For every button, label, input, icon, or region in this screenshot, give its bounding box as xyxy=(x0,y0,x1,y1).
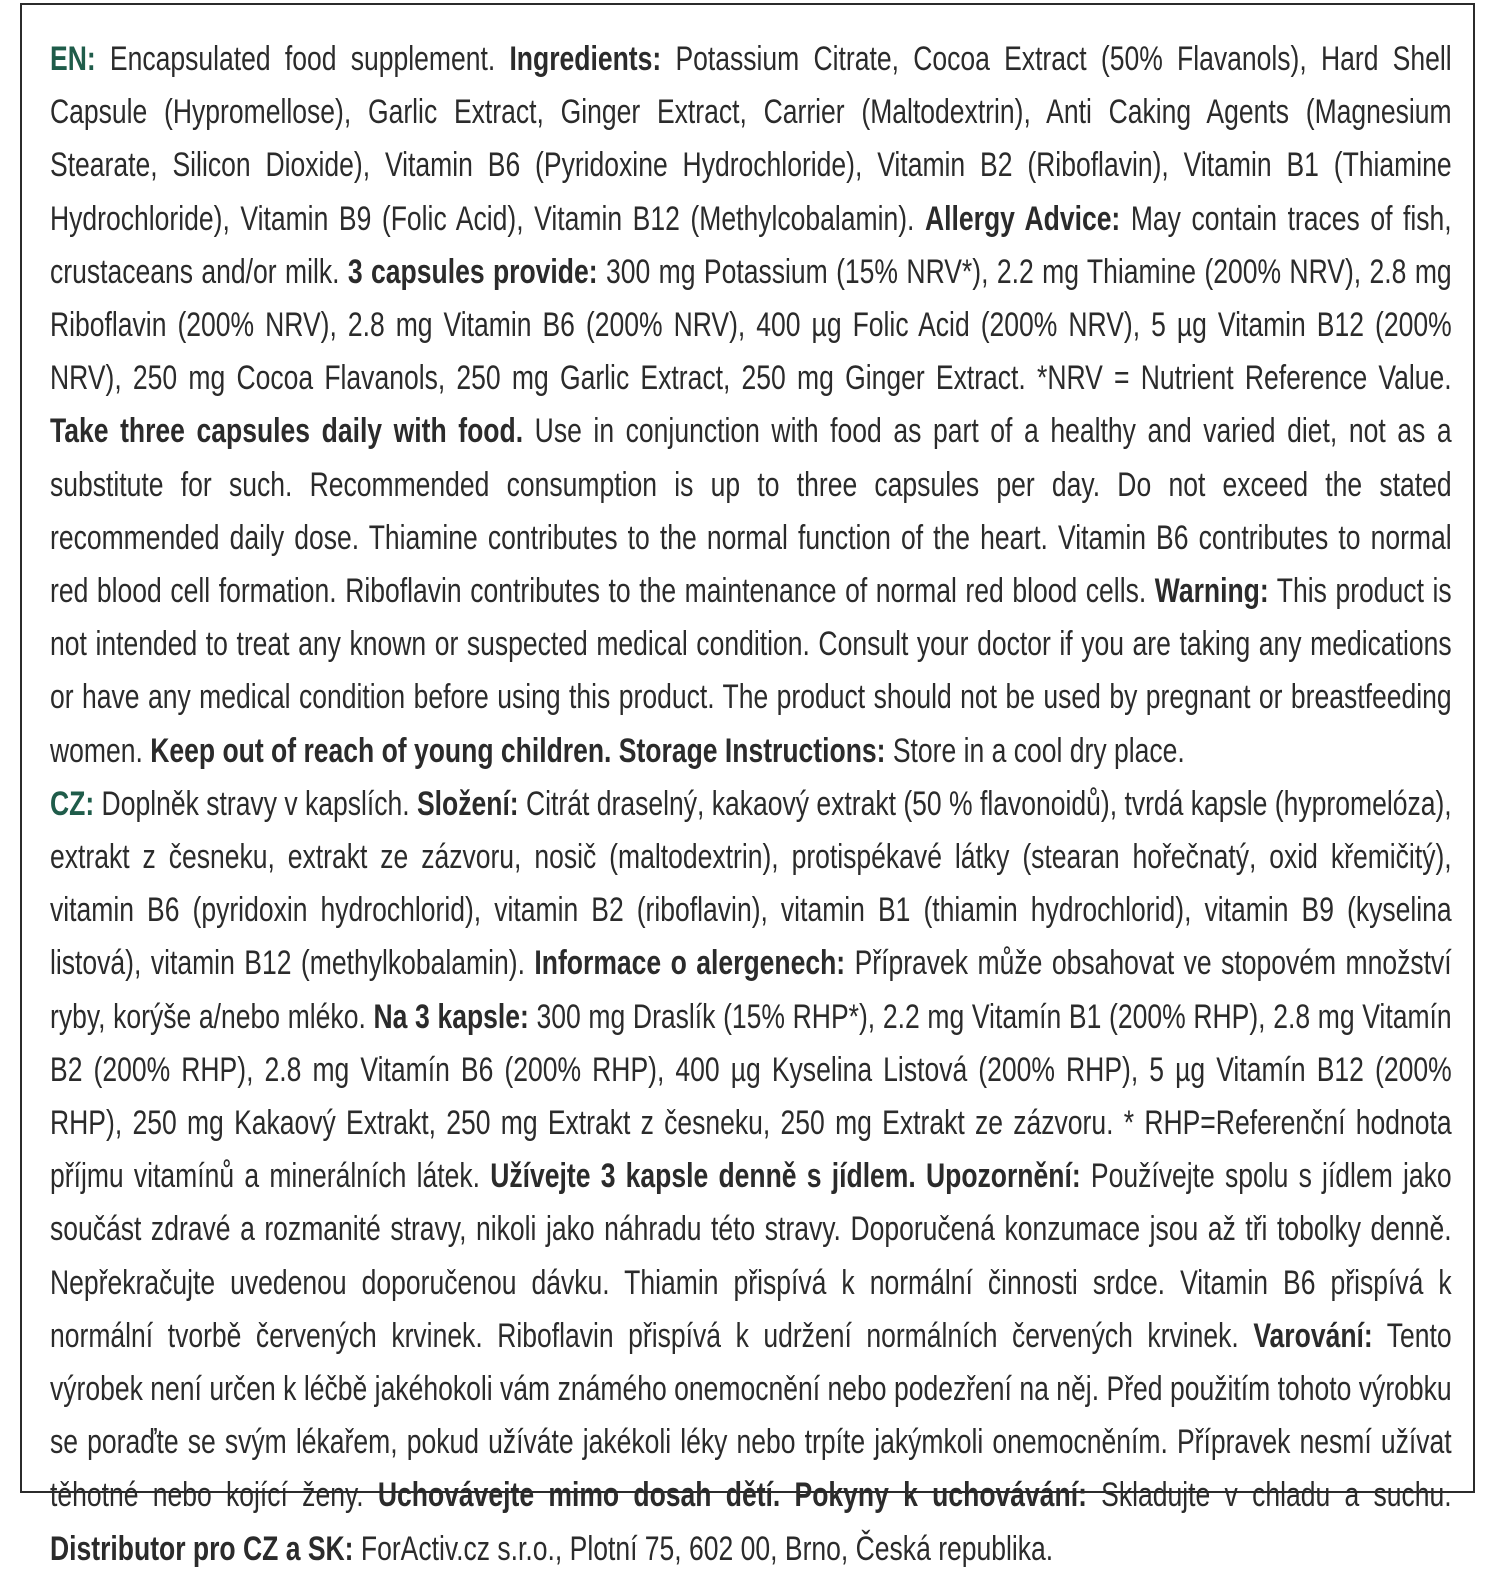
en-keep-heading: Keep out of reach of young children. Storage Instructions: xyxy=(150,731,886,770)
cz-uchov-heading: Uchovávejte mimo dosah dětí. Pokyny k uchovávání: xyxy=(377,1476,1087,1515)
cz-alergeny-heading: Informace o alergenech: xyxy=(534,944,846,983)
en-take: Use in conjunction with food as part of a healthy and varied diet, not as a substitute for such. Recommended consumption is up to three capsules per day. Do not exceed the stated recommended daily dose. Thiamine contributes to the normal function of the heart. Vitamin B6 contributes to normal red blood cell formation. Riboflavin contributes to the maintenance of normal red blood cells. xyxy=(50,412,1452,611)
cz-uchov: Skladujte v chladu a suchu. xyxy=(1086,1476,1452,1515)
en-provide-heading: 3 capsules provide: xyxy=(347,252,598,291)
en-provide: 300 mg Potassium (15% NRV*), 2.2 mg Thiamine (200% NRV), 2.8 mg Riboflavin (200% NRV), 2.8 mg Vitamin B6 (200% NRV), 400 µg Folic Acid (200% NRV), 5 µg Vitamin B12 (200% NRV), 250 mg Cocoa Flavanols, 250 mg Garlic Extract, 250 mg Ginger Extract. *NRV = Nutrient Reference Value. xyxy=(50,252,1452,398)
en-warning-heading: Warning: xyxy=(1154,572,1269,611)
cz-slozeni: Citrát draselný, kakaový extrakt (50 % flavonoidů), tvrdá kapsle (hypromelóza), extrakt z česneku, extrakt ze zázvoru, nosič (maltodextrin), protispékavé látky (stearan hořečnatý, oxid křemičitý), vitamin B6 (pyridoxin hydrochlorid), vitamin B2 (riboflavin), vitamin B1 (thiamin hydrochlorid), vitamin B9 (kyselina listová), vitamin B12 (methylkobalamin). xyxy=(50,784,1452,983)
cz-distributor: ForActiv.cz s.r.o., Plotní 75, 602 00, Brno, Česká republika. xyxy=(353,1529,1054,1568)
en-section xyxy=(50,33,1452,778)
cz-distributor-heading: Distributor pro CZ a SK: xyxy=(50,1529,354,1568)
cz-intro: Doplněk stravy v kapslích. xyxy=(94,784,417,823)
cz-uzivejte: Používejte spolu s jídlem jako součást zdravé a rozmanité stravy, nikoli jako náhradu této stravy. Doporučená konzumace jsou až tři tobolky denně. Nepřekračujte uvedenou doporučenou dávku. Thiamin přispívá k normální činnosti srdce. Vitamin B6 přispívá k normální tvorbě červených krvinek. Riboflavin přispívá k udržení normálních červených krvinek. xyxy=(50,1157,1452,1355)
en-intro: Encapsulated food supplement. xyxy=(95,40,510,78)
en-allergy-heading: Allergy Advice: xyxy=(924,199,1121,238)
cz-section xyxy=(50,778,1452,1576)
en-storage: Store in a cool dry place. xyxy=(885,731,1185,770)
cz-uzivejte-heading: Užívejte 3 kapsle denně s jídlem. Upozornění: xyxy=(490,1157,1081,1196)
label-frame xyxy=(20,3,1475,1568)
label-text xyxy=(50,33,1452,1576)
cz-na3: 300 mg Draslík (15% RHP*), 2.2 mg Vitamín B1 (200% RHP), 2.8 mg Vitamín B2 (200% RHP), 2.8 mg Vitamín B6 (200% RHP), 400 µg Kyselina Listová (200% RHP), 5 µg Vitamín B12 (200% RHP), 250 mg Kakaový Extrakt, 250 mg Extrakt z česneku, 250 mg Extrakt ze zázvoru. * RHP=Referenční hodnota příjmu vitamínů a minerálních látek. xyxy=(50,997,1452,1196)
cz-alergeny: Přípravek může obsahovat ve stopovém množství ryby, korýše a/nebo mléko. xyxy=(50,944,1452,1036)
cz-varovani: Tento výrobek není určen k léčbě jakéhokoli vám známého onemocnění nebo podezření na něj. Před použitím tohoto výrobku se poraďte se svým lékařem, pokud užíváte jakékoli léky nebo trpíte jakýmkoli onemocněním. Přípravek nesmí užívat těhotné nebo kojící ženy. xyxy=(50,1316,1452,1515)
en-take-heading: Take three capsules daily with food. xyxy=(50,412,524,451)
en-warning: This product is not intended to treat any known or suspected medical condition. Consult your doctor if you are taking any medications or have any medical condition before using this product. The product should not be used by pregnant or breastfeeding women. xyxy=(50,572,1452,770)
en-lang-code: EN: xyxy=(50,40,96,78)
cz-varovani-heading: Varování: xyxy=(1253,1316,1373,1355)
cz-slozeni-heading: Složení: xyxy=(416,784,519,823)
en-ingredients: Potassium Citrate, Cocoa Extract (50% Flavanols), Hard Shell Capsule (Hypromellose), Garlic Extract, Ginger Extract, Carrier (Maltodextrin), Anti Caking Agents (Magnesium Stearate, Silicon Dioxide), Vitamin B6 (Pyridoxine Hydrochloride), Vitamin B2 (Riboflavin), Vitamin B1 (Thiamine Hydrochloride), Vitamin B9 (Folic Acid), Vitamin B12 (Methylcobalamin). xyxy=(50,40,1452,238)
cz-na3-heading: Na 3 kapsle: xyxy=(373,997,529,1036)
cz-lang-code: CZ: xyxy=(50,784,95,823)
en-ingredients-heading: Ingredients: xyxy=(509,40,662,78)
en-allergy: May contain traces of fish, crustaceans and/or milk. xyxy=(50,199,1452,291)
